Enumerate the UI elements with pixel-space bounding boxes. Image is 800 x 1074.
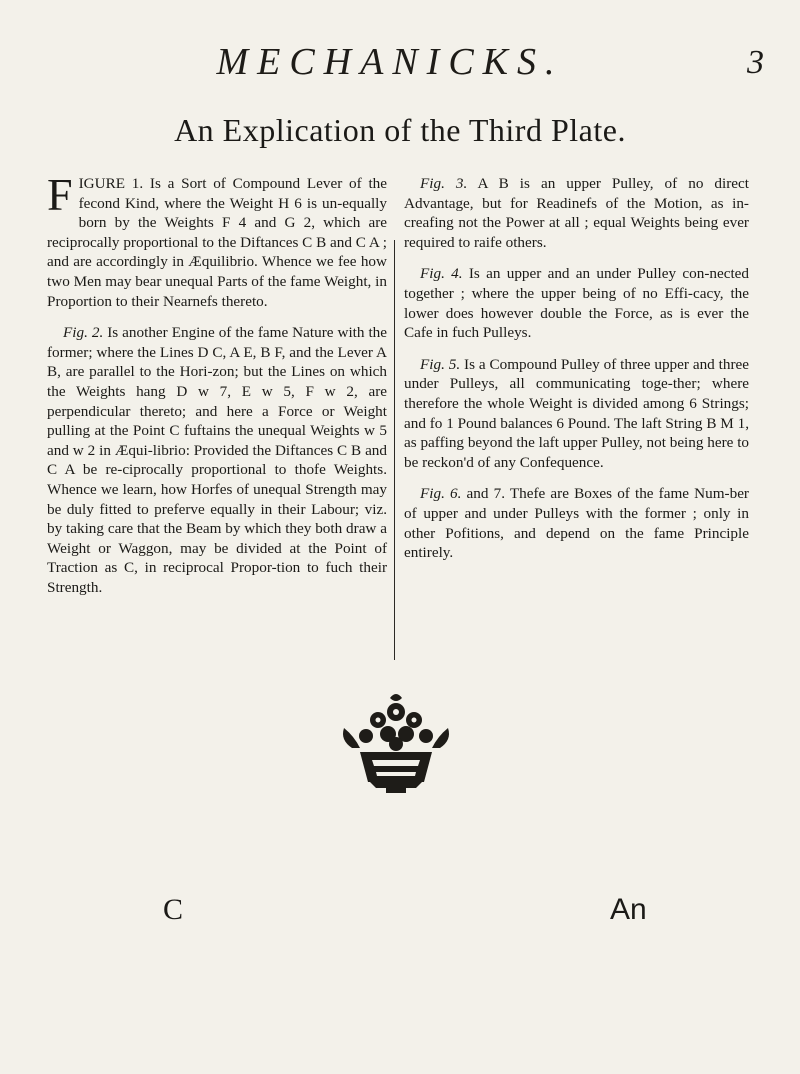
- page-number: 3: [747, 44, 764, 81]
- paragraph-figure-2: [47, 323, 387, 597]
- plate-title: An Explication of the Third Plate.: [174, 112, 626, 148]
- column-divider: [394, 240, 395, 660]
- paragraph-text: IGURE 1. Is a Sort of Compound Lever of the fecond Kind, where the Weight H 6 is un-equally born by the Weights F 4 and G 2, which are reciprocally proportional to the Diftances C B and C A ; and are accordingly in Æquilibrio. Whence we fee how two Men may bear unequal Parts of the fame Weight, in Proportion to their Nearnefs thereto.: [47, 175, 387, 310]
- paragraph-figure-5: [404, 355, 749, 473]
- floral-basket-ornament-icon: [330, 690, 462, 802]
- figure-label: Fig. 2.: [63, 324, 104, 342]
- paragraph-text: Is an upper and an under Pulley con-nected together ; where the upper being of no Effi-cacy, the lower does however double the Force, as is ever the Cafe in fuch Pulleys.: [404, 265, 750, 342]
- paragraph-figure-3: [404, 174, 749, 252]
- paragraph-figure-1: [47, 169, 387, 311]
- figure-label: Fig. 6.: [420, 485, 462, 503]
- running-head: MECHANICKS.: [216, 41, 564, 83]
- paragraph-text: A B is an upper Pulley, of no direct Advantage, but for Readinefs of the Motion, as in-creafing not the Power at all ; equal Weights being ever required to raife others.: [404, 175, 750, 251]
- paragraph-figure-6: [404, 484, 749, 562]
- figure-label: Fig. 3.: [420, 175, 468, 192]
- signature-mark: C: [163, 893, 184, 926]
- paragraph-text: Is a Compound Pulley of three upper and three under Pulleys, all communicating toge-ther; where therefore the whole Weight is divided among 6 Strings; and fo 1 Pound balances 6 Pound. The laft String B M 1, as paffing beyond the laft upper Pulley, not being here to be reckon'd of any Confequence.: [404, 355, 750, 471]
- right-column: [404, 174, 749, 575]
- figure-label: Fig. 4.: [420, 265, 463, 283]
- paragraph-text: Is another Engine of the fame Nature with the former; where the Lines D C, A E, B F, and the Lever A B, are parallel to the Hori-zon; but the Lines on which the Weights hang D w 7, E w 5, F w 2, are perpendicular thereto; and here a Force or Weight pulling at the Point C fuftains the unequal Weights w 5 and w 2 in Æqui-librio: Provided the Diftances C B and C A be re-ciprocally proportional to thofe Weights. Whence we learn, how Horfes of unequal Strength may be duly fitted to preferve equally in their Labour; viz. by taking care that the Beam by which they both draw a Weight or Waggon, may be divided at the Point of Traction as C, in reciprocal Propor-tion to fuch their Strength.: [47, 324, 388, 596]
- paragraph-figure-4: [404, 264, 749, 342]
- paragraph-text: and 7. Thefe are Boxes of the fame Num-ber of upper and under Pulleys with the former ; only in other Pofitions, and depend on the fame Principle entirely.: [404, 485, 749, 562]
- drop-cap: F: [47, 169, 73, 220]
- left-column: [47, 169, 388, 609]
- catchword: An: [610, 893, 647, 926]
- figure-label: Fig. 5.: [420, 355, 461, 373]
